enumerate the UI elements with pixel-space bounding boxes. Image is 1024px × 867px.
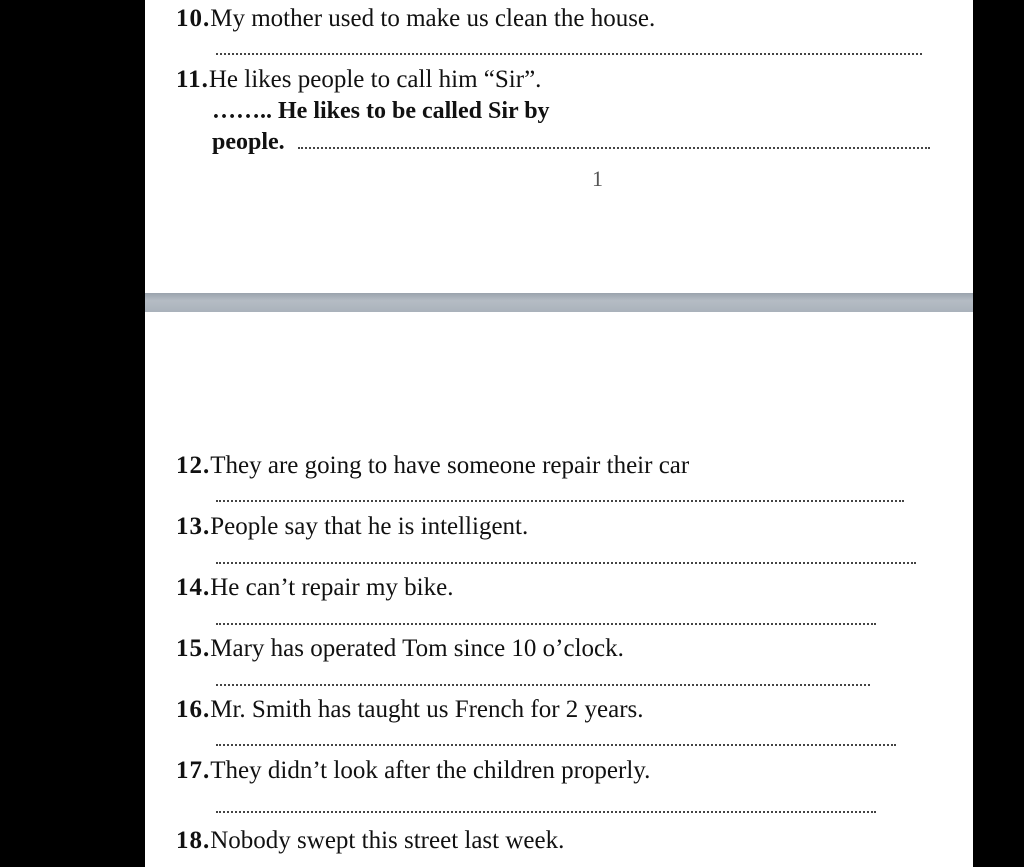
answer-line-17: [216, 811, 876, 813]
answer-11-line2: people.: [212, 129, 285, 155]
answer-line-14: [216, 623, 876, 625]
question-15: 15.Mary has operated Tom since 10 o’clock.: [176, 635, 624, 662]
question-12: 12.They are going to have someone repair their car: [176, 452, 690, 479]
answer-line-16: [216, 744, 896, 746]
question-14: 14.He can’t repair my bike.: [176, 574, 454, 601]
answer-line-12: [216, 500, 904, 502]
answer-11-line1: …….. He likes to be called Sir by: [212, 98, 550, 124]
answer-line-13: [216, 562, 916, 564]
question-17: 17.They didn’t look after the children properly.: [176, 757, 651, 784]
answer-line-15: [216, 684, 870, 686]
question-18: 18.Nobody swept this street last week.: [176, 827, 565, 854]
page-separator: [145, 293, 973, 312]
question-16: 16.Mr. Smith has taught us French for 2 years.: [176, 696, 644, 723]
answer-line-10: [216, 53, 922, 55]
page-number: 1: [592, 166, 603, 191]
question-11: 11.He likes people to call him “Sir”.: [176, 66, 542, 93]
answer-line-11: [298, 147, 930, 149]
question-10: 10.My mother used to make us clean the house.: [176, 5, 656, 32]
question-13: 13.People say that he is intelligent.: [176, 513, 529, 540]
